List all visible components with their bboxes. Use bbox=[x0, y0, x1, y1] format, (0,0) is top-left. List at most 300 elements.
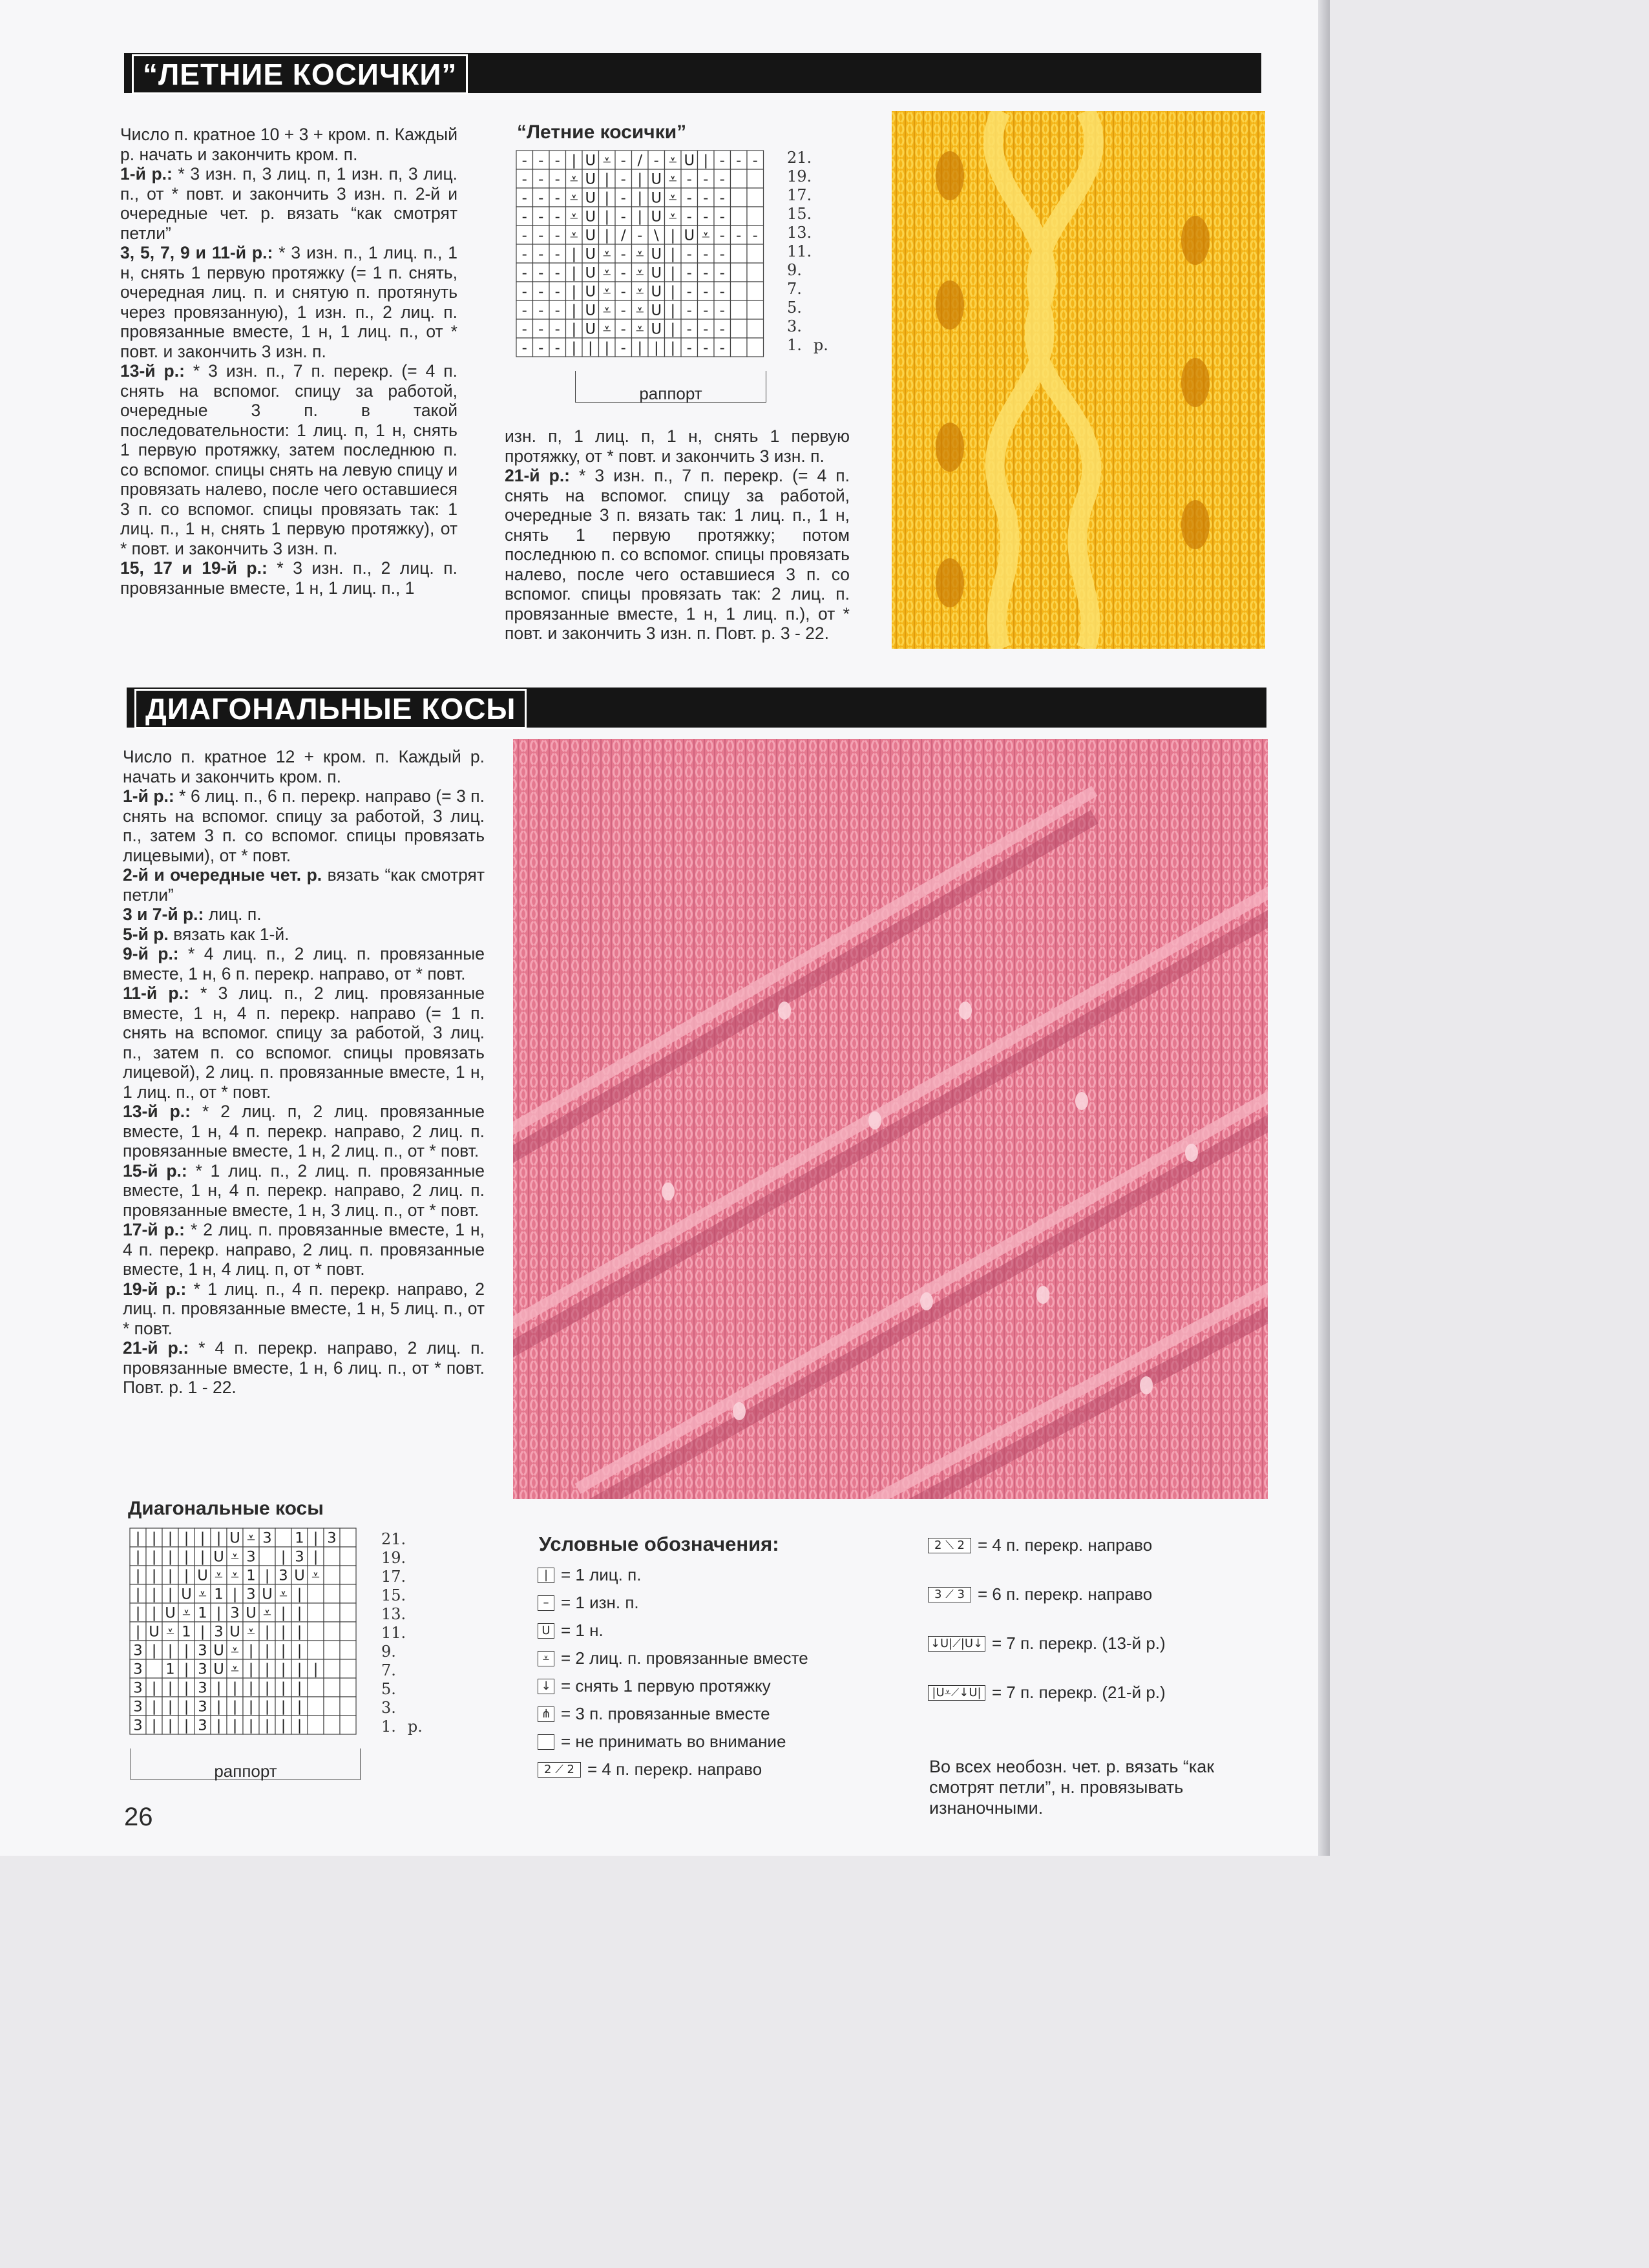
legend-label: = 1 н. bbox=[561, 1621, 604, 1640]
chart-symbol: | bbox=[135, 1586, 141, 1603]
page-edge bbox=[1318, 0, 1330, 1856]
chart-cell bbox=[731, 188, 748, 207]
chart-symbol: ⩡ bbox=[311, 1567, 320, 1584]
section2-paragraph bbox=[123, 944, 485, 983]
legend-label: = 3 п. провязанные вместе bbox=[561, 1704, 770, 1723]
chart-symbol: U bbox=[585, 152, 596, 169]
chart-symbol: - bbox=[653, 152, 659, 169]
chart-cell bbox=[308, 1603, 324, 1622]
chart-symbol: ⩡ bbox=[602, 152, 611, 169]
chart-symbol: | bbox=[703, 152, 709, 169]
legend-item bbox=[538, 1676, 771, 1696]
chart-symbol: | bbox=[184, 1661, 189, 1678]
instruction-text: Число п. кратное 10 + 3 + кром. п. Каждый р. начать и закончить кром. п. bbox=[120, 125, 457, 164]
chart-symbol: U bbox=[149, 1623, 160, 1641]
chart-symbol: ⩡ bbox=[668, 171, 677, 188]
chart-cell bbox=[340, 1641, 356, 1659]
row-label: 15-й р.: bbox=[123, 1160, 187, 1181]
chart-symbol: U bbox=[585, 208, 596, 226]
chart-symbol: - bbox=[521, 152, 527, 169]
chart-cell bbox=[747, 338, 764, 357]
chart-symbol: ⩡ bbox=[247, 1529, 255, 1547]
row-label: 1-й р.: bbox=[123, 786, 174, 806]
instruction-text: * 4 лиц. п., 2 лиц. п. провязанные вместе, 1 н, 6 п. перекр. направо, от * повт. bbox=[123, 944, 485, 983]
chart-symbol: | bbox=[151, 1604, 157, 1622]
chart-symbol: - bbox=[686, 320, 692, 338]
section2-knit-photo bbox=[513, 739, 1268, 1499]
chart-symbol: ⩡ bbox=[263, 1604, 271, 1622]
chart-symbol: | bbox=[135, 1548, 141, 1566]
chart-symbol: - bbox=[620, 246, 626, 263]
chart-symbol: | bbox=[248, 1642, 254, 1659]
chart-symbol: | bbox=[297, 1679, 302, 1697]
section2-paragraph bbox=[123, 1102, 485, 1161]
chart-symbol: - bbox=[521, 339, 527, 357]
chart-symbol: - bbox=[719, 264, 725, 282]
chart-symbol: U bbox=[684, 227, 695, 244]
chart-symbol: | bbox=[200, 1529, 205, 1547]
chart-symbol: - bbox=[703, 302, 709, 319]
chart-symbol: - bbox=[686, 246, 692, 263]
chart-symbol: | bbox=[167, 1548, 173, 1566]
chart-symbol: | bbox=[587, 339, 593, 357]
legend-label: = 6 п. перекр. направо bbox=[978, 1584, 1153, 1604]
chart-symbol: | bbox=[297, 1717, 302, 1734]
legend-label: = 4 п. перекр. направо bbox=[587, 1759, 762, 1779]
chart-cell bbox=[731, 169, 748, 188]
row-number: 15. bbox=[381, 1586, 406, 1604]
legend-symbol-icon: 2 ⟍ 2 bbox=[928, 1538, 971, 1553]
section1-knit-photo bbox=[892, 111, 1265, 649]
chart-cell bbox=[324, 1622, 340, 1641]
legend-title: Условные обозначения: bbox=[539, 1533, 779, 1555]
chart-symbol: ⩡ bbox=[231, 1548, 239, 1566]
row-number: 5. bbox=[381, 1680, 396, 1698]
chart-symbol: | bbox=[670, 227, 676, 244]
legend-symbol-icon: | bbox=[538, 1568, 554, 1583]
row-number: 19. bbox=[381, 1549, 406, 1567]
legend-symbol-icon: ⩡ bbox=[538, 1651, 554, 1666]
chart-symbol: | bbox=[167, 1679, 173, 1697]
chart-symbol: - bbox=[538, 208, 544, 226]
chart-symbol: - bbox=[554, 227, 560, 244]
chart-symbol: U bbox=[585, 264, 596, 282]
chart-symbol: | bbox=[135, 1529, 141, 1547]
row-label: 19-й р.: bbox=[123, 1279, 187, 1299]
instruction-text: * 2 лиц. п. провязанные вместе, 1 н, 4 п. перекр. направо, 2 лиц. п. провязанные вместе, 1 н, 4 лиц. п, от * повт. bbox=[123, 1220, 485, 1279]
legend-symbol-icon: – bbox=[538, 1595, 554, 1611]
chart-cell bbox=[340, 1697, 356, 1716]
chart-cell bbox=[324, 1716, 340, 1734]
chart-symbol: - bbox=[686, 264, 692, 282]
chart-symbol: - bbox=[538, 339, 544, 357]
chart-symbol: | bbox=[604, 171, 610, 188]
chart-symbol: | bbox=[604, 227, 610, 244]
legend-note: Во всех необозн. чет. р. вязать “как смотрят петли”, н. провязывать изнаночными. bbox=[929, 1757, 1215, 1818]
chart-symbol: | bbox=[151, 1679, 157, 1697]
chart-symbol: | bbox=[232, 1717, 238, 1734]
section1-banner bbox=[124, 53, 1261, 93]
chart-symbol: 3 bbox=[327, 1529, 337, 1547]
chart-symbol: - bbox=[538, 246, 544, 263]
chart-symbol: | bbox=[264, 1717, 270, 1734]
chart-symbol: - bbox=[719, 171, 725, 188]
chart-symbol: 3 bbox=[133, 1698, 143, 1716]
chart-cell bbox=[324, 1603, 340, 1622]
rapport-label: раппорт bbox=[639, 384, 702, 403]
chart-symbol: 1 bbox=[214, 1586, 224, 1603]
legend-item bbox=[538, 1732, 786, 1752]
chart-symbol: - bbox=[521, 189, 527, 207]
pink-knit-image bbox=[513, 739, 1268, 1499]
chart-symbol: | bbox=[653, 339, 659, 357]
section2-title: ДИАГОНАЛЬНЫЕ КОСЫ bbox=[134, 689, 527, 729]
legend-label: = 1 лиц. п. bbox=[561, 1565, 642, 1584]
chart-symbol: U bbox=[585, 283, 596, 300]
chart-symbol: U bbox=[651, 208, 662, 226]
chart-symbol: U bbox=[585, 302, 596, 319]
chart-symbol: - bbox=[719, 189, 725, 207]
chart-symbol: | bbox=[167, 1717, 173, 1734]
chart-symbol: ⩡ bbox=[602, 302, 611, 319]
row-number: 13. bbox=[381, 1605, 406, 1623]
chart-symbol: | bbox=[264, 1642, 270, 1659]
chart-symbol: 3 bbox=[133, 1661, 143, 1678]
chart-symbol: | bbox=[670, 302, 676, 319]
chart-symbol: ⩡ bbox=[215, 1567, 223, 1584]
chart-symbol: U bbox=[585, 320, 596, 338]
chart-symbol: ⩡ bbox=[635, 302, 644, 319]
row-suffix: р. bbox=[813, 336, 828, 354]
instruction-text: * 4 п. перекр. направо, 2 лиц. п. провязанные вместе, 1 н, 6 лиц. п., от * повт. Повт. р. 1 - 22. bbox=[123, 1338, 485, 1397]
chart-symbol: - bbox=[538, 227, 544, 244]
chart-symbol: - bbox=[703, 246, 709, 263]
chart-symbol: | bbox=[232, 1698, 238, 1716]
chart-cell bbox=[340, 1584, 356, 1603]
chart-cell bbox=[308, 1697, 324, 1716]
chart-symbol: 3 bbox=[214, 1623, 224, 1641]
chart-symbol: | bbox=[151, 1698, 157, 1716]
chart-cell bbox=[340, 1716, 356, 1734]
chart-symbol: - bbox=[620, 302, 626, 319]
chart-symbol: - bbox=[719, 208, 725, 226]
chart-cell bbox=[340, 1528, 356, 1547]
chart-symbol: | bbox=[200, 1548, 205, 1566]
chart-symbol: - bbox=[686, 339, 692, 357]
chart-symbol: 3 bbox=[198, 1679, 207, 1697]
row-label: 3, 5, 7, 9 и 11-й р.: bbox=[120, 243, 273, 262]
chart-cell bbox=[324, 1678, 340, 1697]
chart-symbol: - bbox=[620, 264, 626, 282]
chart-cell bbox=[324, 1584, 340, 1603]
chart-symbol: - bbox=[538, 264, 544, 282]
chart-symbol: - bbox=[554, 320, 560, 338]
chart-symbol: ⩡ bbox=[182, 1604, 191, 1622]
row-label: 21-й р.: bbox=[505, 466, 571, 485]
chart-cell bbox=[731, 282, 748, 300]
chart-symbol: | bbox=[297, 1623, 302, 1641]
chart-symbol: - bbox=[554, 339, 560, 357]
instruction-text: * 3 лиц. п., 2 лиц. провязанные вместе, 1 н, 4 п. перекр. направо (= 1 п. снять на вспомог. спицу за работой, 3 лиц. п., затем п. со вспомог. спицы провязать лицевой), 2 лиц. п. провязанные вместе, 1 н, 1 лиц. п., от * повт. bbox=[123, 983, 485, 1102]
chart-symbol: U bbox=[684, 152, 695, 169]
chart-symbol: | bbox=[280, 1604, 286, 1622]
chart-symbol: | bbox=[280, 1548, 286, 1566]
chart-cell bbox=[324, 1547, 340, 1566]
chart-symbol: | bbox=[232, 1586, 238, 1603]
chart-symbol: ⩡ bbox=[198, 1586, 207, 1603]
chart-symbol: 3 bbox=[133, 1679, 143, 1697]
section1-col1-paragraph bbox=[120, 243, 457, 361]
chart-symbol: - bbox=[719, 246, 725, 263]
legend-symbol-icon bbox=[538, 1734, 554, 1750]
chart-cell bbox=[747, 263, 764, 282]
chart-cell bbox=[747, 244, 764, 263]
chart-cell bbox=[308, 1622, 324, 1641]
section2-banner bbox=[127, 688, 1266, 728]
chart-symbol: - bbox=[620, 320, 626, 338]
chart-symbol: - bbox=[521, 320, 527, 338]
row-number: 15. bbox=[787, 205, 812, 223]
chart-symbol: - bbox=[538, 283, 544, 300]
chart-symbol: | bbox=[313, 1548, 319, 1566]
chart-symbol: U bbox=[229, 1529, 240, 1547]
chart-cell bbox=[340, 1659, 356, 1678]
chart-symbol: - bbox=[521, 171, 527, 188]
chart-symbol: | bbox=[232, 1679, 238, 1697]
chart-symbol: | bbox=[264, 1698, 270, 1716]
chart-symbol: U bbox=[229, 1623, 240, 1641]
chart-symbol: ⩡ bbox=[635, 264, 644, 282]
chart-symbol: - bbox=[538, 189, 544, 207]
chart-symbol: 3 bbox=[278, 1567, 288, 1584]
legend-label: = 2 лиц. п. провязанные вместе bbox=[561, 1648, 808, 1668]
rapport-label: раппорт bbox=[214, 1761, 277, 1781]
section1-text-col2 bbox=[505, 426, 850, 644]
chart-symbol: 3 bbox=[133, 1642, 143, 1659]
chart-cell bbox=[731, 263, 748, 282]
chart-symbol: 1 bbox=[198, 1604, 207, 1622]
chart-symbol: - bbox=[620, 208, 626, 226]
chart-symbol: | bbox=[670, 339, 676, 357]
chart-symbol: 3 bbox=[133, 1717, 143, 1734]
row-number: 19. bbox=[787, 167, 812, 185]
row-label: 3 и 7-й р.: bbox=[123, 905, 204, 924]
chart-symbol: U bbox=[651, 302, 662, 319]
chart-cell bbox=[324, 1659, 340, 1678]
chart-symbol: U bbox=[651, 283, 662, 300]
chart-symbol: / bbox=[620, 227, 626, 244]
chart-symbol: - bbox=[620, 189, 626, 207]
chart-symbol: - bbox=[554, 208, 560, 226]
chart-symbol: ⩡ bbox=[569, 208, 578, 226]
chart-symbol: ⩡ bbox=[701, 227, 710, 244]
chart-symbol: | bbox=[135, 1623, 141, 1641]
chart-symbol: - bbox=[538, 171, 544, 188]
chart-symbol: ⩡ bbox=[247, 1623, 255, 1641]
instruction-text: * 1 лиц. п., 2 лиц. п. провязанные вместе, 1 н, 4 п. перекр. направо, 2 лиц. п. провязанные вместе, 1 н, 3 лиц. п., от * повт. bbox=[123, 1160, 485, 1220]
chart-cell bbox=[340, 1603, 356, 1622]
row-label: 13-й р.: bbox=[123, 1102, 191, 1121]
chart-symbol: | bbox=[571, 320, 577, 338]
section2-chart-title: Диагональные косы bbox=[128, 1498, 324, 1519]
chart-cell bbox=[747, 188, 764, 207]
section1-title: “ЛЕТНИЕ КОСИЧКИ” bbox=[132, 54, 468, 94]
chart-symbol: 3 bbox=[295, 1548, 304, 1566]
chart-symbol: - bbox=[719, 302, 725, 319]
chart-symbol: - bbox=[538, 152, 544, 169]
chart-symbol: U bbox=[213, 1548, 224, 1566]
legend-item bbox=[538, 1565, 641, 1585]
chart-symbol: | bbox=[670, 283, 676, 300]
instruction-text: * 3 изн. п, 3 лиц. п, 1 изн. п, 3 лиц. п., от * повт. и закончить 3 изн. п. 2-й и очередные чет. р. вязать “как смотрят петли” bbox=[120, 164, 458, 243]
row-number: 5. bbox=[787, 299, 802, 317]
chart-symbol: | bbox=[297, 1604, 302, 1622]
chart-cell bbox=[747, 169, 764, 188]
instruction-text: Число п. кратное 12 + кром. п. Каждый р. начать и закончить кром. п. bbox=[123, 747, 485, 786]
chart-symbol: 3 bbox=[198, 1717, 207, 1734]
chart-symbol: U bbox=[585, 227, 596, 244]
chart-cell bbox=[324, 1566, 340, 1584]
row-label: 5-й р. bbox=[123, 924, 169, 944]
chart-symbol: | bbox=[248, 1661, 254, 1678]
chart-symbol: | bbox=[571, 339, 577, 357]
chart-cell bbox=[324, 1697, 340, 1716]
chart-symbol: | bbox=[297, 1586, 302, 1603]
row-number: 7. bbox=[381, 1661, 396, 1679]
chart-symbol: - bbox=[554, 264, 560, 282]
legend-item bbox=[538, 1621, 604, 1641]
chart-symbol: | bbox=[571, 302, 577, 319]
section2-paragraph bbox=[123, 983, 485, 1102]
chart-cell bbox=[308, 1678, 324, 1697]
chart-cell bbox=[275, 1528, 291, 1547]
section2-paragraph bbox=[123, 865, 485, 905]
legend-symbol-icon: ⋔ bbox=[538, 1706, 554, 1722]
chart-symbol: - bbox=[554, 246, 560, 263]
chart-cell bbox=[324, 1641, 340, 1659]
chart-symbol: ⩡ bbox=[231, 1567, 239, 1584]
row-number: 11. bbox=[381, 1624, 406, 1642]
chart-symbol: - bbox=[703, 283, 709, 300]
chart-symbol: | bbox=[184, 1567, 189, 1584]
chart-symbol: - bbox=[554, 171, 560, 188]
chart-symbol: - bbox=[521, 264, 527, 282]
chart-symbol: | bbox=[280, 1661, 286, 1678]
chart-symbol: U bbox=[651, 189, 662, 207]
row-number: 13. bbox=[787, 224, 812, 242]
legend-symbol-icon: ↓U|⟋|U↓ bbox=[928, 1636, 985, 1652]
row-number: 7. bbox=[787, 280, 802, 298]
chart-symbol: 3 bbox=[230, 1604, 240, 1622]
chart-symbol: | bbox=[167, 1698, 173, 1716]
section1-col2-paragraph bbox=[505, 426, 850, 466]
chart-symbol: - bbox=[686, 189, 692, 207]
chart-symbol: - bbox=[719, 339, 725, 357]
instruction-text: * 6 лиц. п., 6 п. перекр. направо (= 3 п. снять на вспомог. спицу за работой, 3 лиц. п., затем 3 п. со вспомог. спицы провязать лицевыми), от * повт. bbox=[123, 786, 485, 865]
chart-symbol: | bbox=[151, 1548, 157, 1566]
section2-paragraph bbox=[123, 747, 485, 786]
chart-symbol: | bbox=[184, 1698, 189, 1716]
chart-cell bbox=[747, 319, 764, 338]
legend-label: = 7 п. перекр. (21-й р.) bbox=[992, 1683, 1166, 1702]
chart-symbol: - bbox=[554, 152, 560, 169]
chart-symbol: - bbox=[703, 320, 709, 338]
legend-symbol-icon: |U⩡⟋↓U| bbox=[928, 1685, 985, 1701]
row-label: 13-й р.: bbox=[120, 361, 185, 381]
row-number: 1. р. bbox=[787, 336, 828, 354]
chart-symbol: | bbox=[604, 339, 610, 357]
chart-symbol: - bbox=[752, 152, 758, 169]
section2-paragraph bbox=[123, 925, 485, 945]
chart-symbol: | bbox=[248, 1698, 254, 1716]
chart-symbol: | bbox=[297, 1642, 302, 1659]
chart-symbol: 3 bbox=[198, 1698, 207, 1716]
legend-symbol-icon: U bbox=[538, 1623, 554, 1639]
chart-cell bbox=[731, 338, 748, 357]
chart-symbol: | bbox=[313, 1661, 319, 1678]
chart-symbol: ⩡ bbox=[668, 208, 677, 226]
chart-cell bbox=[340, 1547, 356, 1566]
legend-item bbox=[928, 1535, 1152, 1555]
chart-symbol: | bbox=[313, 1529, 319, 1547]
row-label: 1-й р.: bbox=[120, 164, 173, 184]
chart-symbol: ⩡ bbox=[569, 189, 578, 207]
chart-symbol: - bbox=[719, 152, 725, 169]
legend-symbol-icon: ↓ bbox=[538, 1679, 554, 1694]
chart-symbol: | bbox=[264, 1661, 270, 1678]
chart-symbol: - bbox=[719, 320, 725, 338]
section2-row-numbers bbox=[381, 1531, 433, 1738]
chart-symbol: - bbox=[538, 302, 544, 319]
chart-symbol: - bbox=[686, 283, 692, 300]
section2-paragraph bbox=[123, 1161, 485, 1221]
section1-chart-title: “Летние косички” bbox=[517, 121, 687, 143]
chart-symbol: | bbox=[571, 264, 577, 282]
chart-symbol: ⩡ bbox=[231, 1661, 239, 1678]
chart-symbol: - bbox=[554, 302, 560, 319]
chart-symbol: | bbox=[297, 1698, 302, 1716]
row-number: 17. bbox=[381, 1568, 406, 1586]
chart-symbol: - bbox=[521, 283, 527, 300]
section1-chart-grid bbox=[516, 150, 768, 363]
row-label: 15, 17 и 19-й р.: bbox=[120, 558, 268, 578]
chart-symbol: - bbox=[620, 152, 626, 169]
row-number: 9. bbox=[381, 1643, 396, 1661]
instruction-text: * 3 изн. п., 7 п. перекр. (= 4 п. снять на вспомог. спицу за работой, очередные 3 п. вязать так: 1 лиц. п., 1 н, снять 1 первую протяжку; потом последнюю п. со вспомог. спицы провязать налево, после чего оставшиеся 3 п. со вспомог. спицы провязать так: 2 лиц. п. провязанные вместе, 1 н, 1 лиц. п.), от * повт. и закончить 3 изн. п. Повт. р. 3 - 22. bbox=[505, 466, 850, 643]
chart-symbol: | bbox=[167, 1642, 173, 1659]
chart-symbol: U bbox=[585, 171, 596, 188]
instruction-text: * 2 лиц. п, 2 лиц. провязанные вместе, 1 н, 4 п. перекр. направо, 2 лиц. п. провязанные вместе, 1 н, 2 лиц. п., от * повт. bbox=[123, 1102, 485, 1160]
row-number: 17. bbox=[787, 186, 812, 204]
chart-symbol: - bbox=[620, 283, 626, 300]
chart-symbol: 1 bbox=[165, 1661, 175, 1678]
chart-symbol: U bbox=[197, 1567, 208, 1584]
chart-symbol: - bbox=[637, 227, 643, 244]
section2-paragraph bbox=[123, 1279, 485, 1339]
chart-cell bbox=[747, 207, 764, 226]
section2-paragraph bbox=[123, 905, 485, 925]
instruction-text: * 1 лиц. п., 4 п. перекр. направо, 2 лиц. п. провязанные вместе, 1 н, 5 лиц. п., от * повт. bbox=[123, 1279, 485, 1338]
instruction-text: изн. п, 1 лиц. п, 1 н, снять 1 первую протяжку, от * повт. и закончить 3 изн. п. bbox=[505, 426, 850, 466]
chart-symbol: ⩡ bbox=[602, 283, 611, 300]
chart-symbol: | bbox=[670, 320, 676, 338]
chart-symbol: | bbox=[216, 1717, 222, 1734]
chart-symbol: U bbox=[294, 1567, 305, 1584]
row-label: 2-й и очередные чет. р. bbox=[123, 865, 322, 885]
chart-symbol: \ bbox=[653, 227, 659, 244]
row-label: 17-й р.: bbox=[123, 1220, 185, 1239]
section2-paragraph bbox=[123, 1338, 485, 1398]
